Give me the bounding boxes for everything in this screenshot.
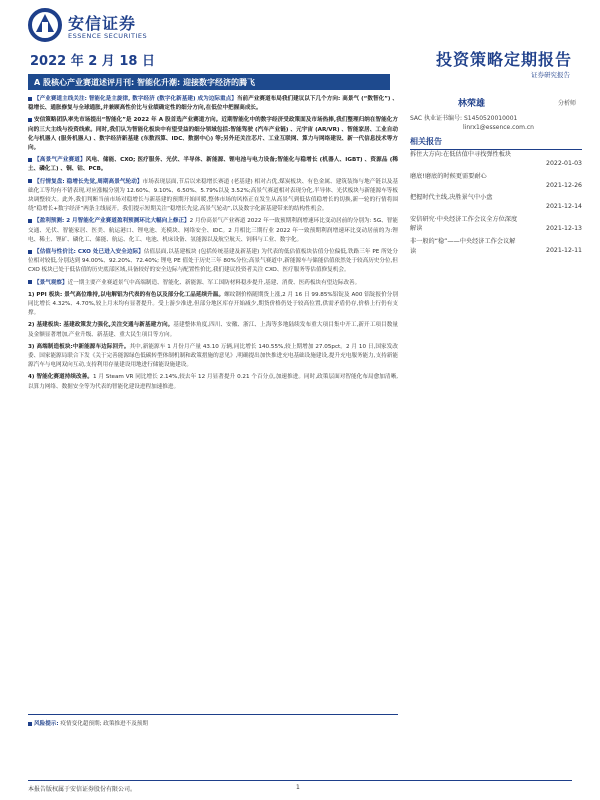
related-report-item[interactable]: [410, 193, 582, 212]
paragraph-lead: 【产业赛道主线关注: 智能化是主旋律, 数字经济 (数字化新基建) 成为边际重点】: [34, 96, 237, 102]
numbered-item: [28, 373, 398, 391]
report-title: A 股核心产业赛道述评月刊: 智能化升潮: 迎接数字经济的腾飞: [28, 74, 390, 90]
paragraph-text: 当前产业赛道布局我们建议以下几个方向: 高景气 (“数智化”) 、稳增长、通胀修复与全球通胀,并兼顾高性价比与业绩确定性的细分方向,在低位中把握高成长。: [28, 96, 398, 112]
report-subtype: 证券研究报告: [531, 71, 570, 79]
related-reports-list: [410, 150, 582, 259]
item-lead: 1) PPI 板块: 景气高位维持,以电解铝为代表的有色以及部分化工品延续升温。: [28, 291, 225, 298]
bullet-square-icon: [28, 280, 32, 284]
footer-divider: [28, 780, 572, 781]
related-report-date: 2021-12-13: [546, 224, 582, 232]
paragraph-text: 市场表现层面,节后以来稳增长赛道 (老基建) 相对占优,煤炭板块、有色金属、建筑装饰与地产链以及基础化工等均有不错表现,对应涨幅分别为 12.60%、9.10%、6.50%、5.79%以及 3.52%;高景气赛道相对表现分化,半导体、光伏板块与新能源车等板块调整较大。此外,我们判断当前市场对稳增长与新基建的预期开始回暖,整体市场的风格正在发生从高景气到低估值稳增长的切换,新一轮的行情将围绕“稳增长+数字经济”两条主线展开。我们提示短期关注“稳增长先觉,高景气轮动”,以及数字化新基建带来的结构性机会。: [28, 178, 398, 213]
paragraph-lead: 【行情复盘: 稳增长先觉,周期高景气轮动】: [34, 178, 143, 185]
logo-text-cn: 安信证券: [68, 14, 137, 33]
paragraph: [28, 248, 398, 276]
analyst-name: 林荣雄: [458, 99, 486, 109]
item-lead: 2) 基建板块: 基建政策发力强化,关注交通与新基建方向。: [28, 322, 174, 329]
item-text: 1 月 Steam VR 同比增长 2.14%,较去年 12 月显著提升 0.21 个百分点,加速推进。同时,政策层面对智能化布局愈加清晰,以算力网络、数据安全等为代表的智能化建设进程加速推进。: [28, 374, 398, 390]
analyst-block: [410, 96, 580, 131]
paragraph: [28, 95, 398, 113]
paragraph: [28, 279, 398, 288]
related-report-date: 2021-12-26: [546, 181, 582, 189]
bullet-square-icon: [28, 179, 32, 183]
related-report-title[interactable]: 磨底!磨底的时候更需要耐心: [410, 172, 487, 180]
analyst-role: 分析师: [557, 100, 576, 107]
related-report-date: 2021-12-14: [546, 203, 582, 211]
bullet-square-icon: [28, 250, 32, 254]
item-text: 基建整体角度,四川、安徽、浙江、上海等多地陆续发布重大项目集中开工,新开工项目数量及金额显著增加,产业升级、新基建、重大民生项目等方向。: [28, 322, 398, 338]
numbered-item: [28, 321, 398, 339]
paragraph: [28, 116, 398, 153]
analyst-email[interactable]: linrx1@essence.com.cn: [463, 124, 534, 131]
company-logo: [28, 6, 188, 46]
bullet-square-icon: [28, 97, 32, 101]
related-report-item[interactable]: [410, 215, 582, 234]
item-text: 其中,新能源车 1 月份月产量 43.10 万辆,同比增长 140.55%,较上期增加 27.05pct。2 月 10 日,国家发改委、国家能源局联合下发《关于完善能源绿色低碳转型体制机制和政策措施的意见》,明确提出加快推进充电基础设施建设,提升充电服务能力,支持新能源汽车与电网双向互动,支持利用存量建设用地进行储能设施建设。: [28, 343, 398, 369]
paragraph-lead: 【景气观察】: [34, 279, 68, 286]
bullet-square-icon: [28, 219, 32, 223]
related-report-date: 2022-01-03: [546, 160, 582, 167]
related-report-item[interactable]: [410, 172, 582, 191]
item-lead: 4) 智能化赛道持续改善。: [28, 374, 93, 381]
related-report-item[interactable]: [410, 237, 582, 256]
numbered-item: [28, 343, 398, 371]
numbered-item: [28, 291, 398, 319]
logo-text-en: ESSENCE SECURITIES: [68, 32, 148, 40]
report-body: [28, 95, 398, 715]
analyst-cert: SAC 执业证书编号: S1450520010001: [410, 115, 518, 122]
paragraph-lead: 【估值与性价比: CXO 处已进入安全边际】: [34, 249, 144, 256]
risk-label: 风险提示:: [34, 721, 59, 727]
report-type: 投资策略定期报告: [435, 50, 572, 69]
risk-text: 疫情变化超预期; 政策推进不及预期: [60, 721, 148, 727]
related-report-title[interactable]: 把握时代主线,决胜景气中小盘: [410, 194, 493, 202]
paragraph: [28, 178, 398, 215]
paragraph: [28, 156, 398, 174]
company-logo-icon: [28, 8, 62, 42]
bullet-square-icon: [28, 158, 32, 162]
bullet-square-icon: [28, 118, 32, 122]
paragraph-text: 近一期主要产业赛道景气中高端制造、智能化、新能源、军工国防材料稳步提升,基建、消费、医药板块有望边际改善。: [67, 279, 361, 286]
report-date: 2022 年 2 月 18 日: [30, 54, 155, 69]
item-text: 螺纹钢价格随期货上涨,2 月 16 日 99.85%铝锭及 A00 铝锭报价分别同比增长 4.32%、4.70%,较上月末均有显著提升。受上游少准进,但部分地区库存开始减少,期货价格仍处于较高位置,供需矛盾仍存,价格上行仍有支撑。: [28, 291, 398, 317]
footer-disclaimer: 本报告版权属于安信证券股份有限公司。: [28, 786, 137, 793]
paragraph-lead: 【盈利预测: 2 月智能化产业赛道盈利预测环比大幅向上修正】: [34, 218, 190, 225]
paragraph-text: 2 月份高景气产业赛道 2022 年一致预期利润增速环比变动居前的分别为: 5G、智能交通、光伏、智能家居、医美、航运港口、锂电池、光模块、网络安全、IDC。2 月相比三期行业 2022 年一致预期利润增速环比变动居前的为:锂电、稀土、锂矿、磷化工、储能、航运、化工、电池、机床设备、氢能源以及航空航天、饲料与工业、数字化。: [28, 218, 398, 243]
related-report-title[interactable]: 非一般的“稳”——中央经济工作会议解读: [410, 237, 516, 255]
item-lead: 3) 高端制造板块:中新能源车边际回升。: [28, 343, 130, 350]
bullet-square-icon: [28, 722, 32, 726]
related-report-item[interactable]: [410, 150, 582, 169]
paragraph-lead: 【高景气产业赛道】: [34, 157, 86, 164]
risk-note: [28, 714, 398, 727]
paragraph-text: 安信策略团队率先市场提出“智能化”是 2022 年 A 股首选产业赛道方向。近期智能化中的数字经济受政策面及市场热捧,我们整理归纳在智能化方向的三大主线与投资线索。同时,我们认为智能化板块中有望受益的细分领域包括:智能驾驶 (汽车产业链) 、元宇宙 (AR/VR) 、智能家居、工业自动化与机器人 (服务机器人) 、数字经济新基建 (东数西算、IDC、数据中心) 等;另外还关注芯片、工业互联网、算力与网络建设、新一代信息技术等方向。: [28, 117, 398, 152]
page-number: 1: [296, 784, 300, 791]
paragraph-text: 估值层面,以基建板块 (包括传统基建及新基建) 为代表的低估值板块估值分位偏低,铁路三年 PE 所处分位相对较低,分别达到 94.00%、92.20%、72.40%; 锂电 PE 值处于历史三年 80%分位;高景气赛道中,新能源车与储能估值依然处于较高历史分位,但 CXO 板块已处于低估值的历史底部区域,具备较好的安全边际与配置性价比,我们建议投资者关注 CXO、医疗服务等估值修复机会。: [28, 249, 398, 274]
related-report-title[interactable]: 安信研究·中央经济工作会议全方位深度解读: [410, 215, 518, 233]
related-report-title[interactable]: 拆住大方向:在低估值中寻找弹性板块: [410, 151, 512, 158]
related-report-date: 2021-12-11: [546, 246, 582, 254]
related-reports-title: 相关报告: [410, 136, 582, 150]
paragraph-text: 风电、储能、CXO; 医疗服务、光伏、半导体、新能源、锂电池与电力设备;智能化与稳增长 (机器人、IGBT) 、资源品 (稀土、磷化工) 、铜、钴、PCB。: [28, 157, 398, 173]
paragraph: [28, 217, 398, 245]
